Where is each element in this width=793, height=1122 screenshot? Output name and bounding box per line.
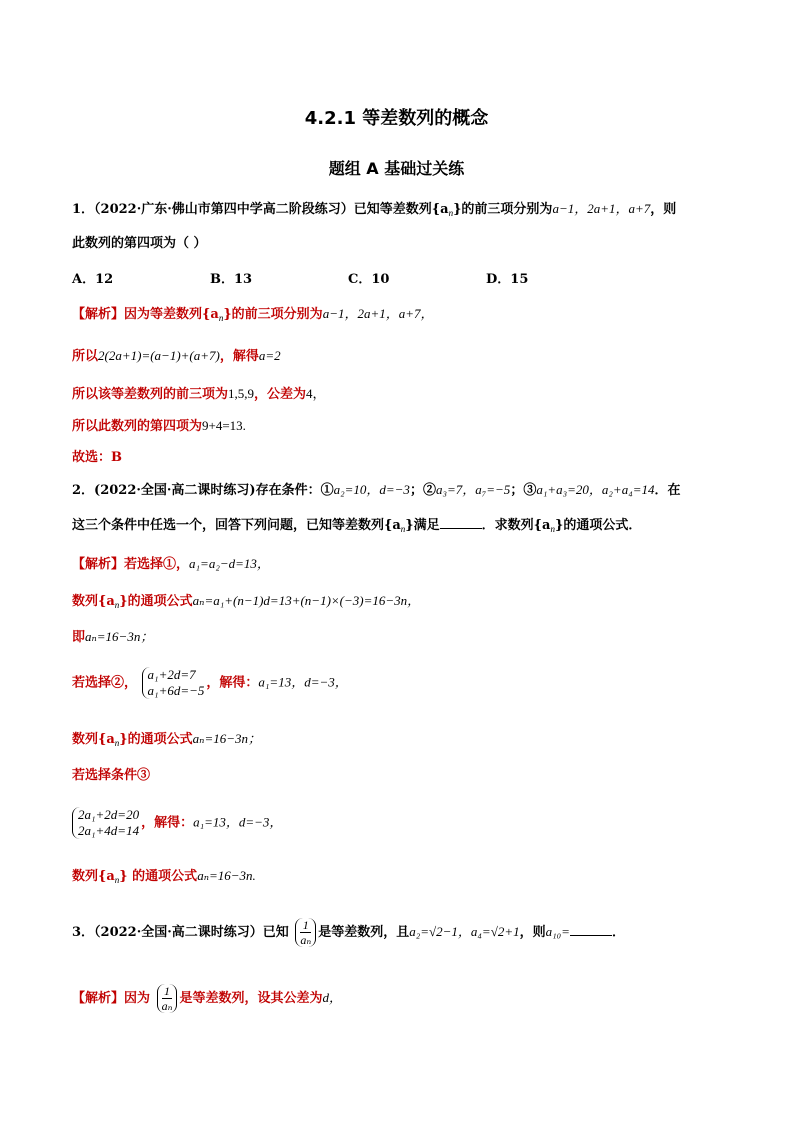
q3-line1: 3．（2022·全国·高二课时练习）已知 $\frac{1}{\text{aₙ}}$ 是等差数列，且a₂=√2−1，a₄=√2+1，则a₁₀= ． — [72, 918, 625, 947]
q2-solution-line1: 【解析】若选择①，a₁=a₂−d=13， — [72, 556, 270, 572]
answer-blank-q3 — [570, 923, 612, 936]
q2-solution-line3: 即aₙ=16−3n； — [72, 629, 154, 645]
option-d: D．15 — [486, 272, 529, 287]
q1-solution-line1: 【解析】因为等差数列$\{a_n\}$的前三项分别为a−1，2a+1，a+7， — [72, 306, 434, 323]
q1-line2: 此数列的第四项为（ ） — [72, 236, 207, 251]
q1-line1: 1．（2022·广东·佛山市第四中学高二阶段练习）已知等差数列$\{a_n\}$的前三项分别为a−1，2a+1，a+7，则 — [72, 201, 677, 218]
option-a: A．12 — [72, 272, 114, 287]
reciprocal-sequence: $\frac{1}{\text{aₙ}}$ — [295, 918, 316, 947]
option-c: C．10 — [348, 272, 390, 287]
q2-solution-line2: 数列$\{a_n\}$的通项公式aₙ=a₁+(n−1)d=13+(n−1)×(−3)=16−3n， — [72, 593, 421, 610]
q1-solution-line3: 所以该等差数列的前三项为1,5,9，公差为4， — [72, 386, 326, 402]
page-title: 4.2.1 等差数列的概念 — [304, 108, 489, 129]
q1-solution-line4: 所以此数列的第四项为9+4=13. — [72, 418, 246, 434]
equation-system-3: 2a₁+2d=20 2a₁+4d=14 — [72, 807, 139, 839]
q2-solution-line8: 数列$\{a_n\}$ 的通项公式aₙ=16−3n. — [72, 868, 256, 885]
answer-blank — [440, 516, 482, 529]
q1-solution-line2: 所以2(2a+1)=(a−1)+(a+7)，解得a=2 — [72, 348, 281, 364]
q2-solution-line4: 若选择②， a₁+2d=7 a₁+6d=−5 ，解得：a₁=13，d=−3， — [72, 667, 348, 698]
equation-system-2: a₁+2d=7 a₁+6d=−5 — [142, 667, 205, 699]
reciprocal-sequence-solution: $\frac{1}{\text{aₙ}}$ — [157, 984, 178, 1013]
q2-solution-line5: 数列$\{a_n\}$的通项公式aₙ=16−3n； — [72, 731, 261, 748]
q2-solution-line6: 若选择条件③ — [72, 768, 151, 783]
q2-line1: 2．(2022·全国·高二课时练习)存在条件：①a₂=10，d=−3；②a₃=7，a₇=−5；③a₁+a₃=20，a₂+a₄=14．在 — [72, 482, 681, 498]
q2-line2: 这三个条件中任选一个，回答下列问题，已知等差数列$\{a_n\}$满足 ．求数列$\{a_n\}$的通项公式． — [72, 518, 642, 534]
q3-solution-line1: 【解析】因为 $\frac{1}{\text{aₙ}}$ 是等差数列，设其公差为d， — [72, 984, 342, 1013]
group-title: 题组 A 基础过关练 — [328, 159, 465, 178]
q2-solution-line7: 2a₁+2d=20 2a₁+4d=14 ，解得：a₁=13，d=−3， — [72, 807, 282, 839]
option-b: B．13 — [210, 272, 253, 287]
q1-answer: 故选：B — [72, 450, 122, 465]
